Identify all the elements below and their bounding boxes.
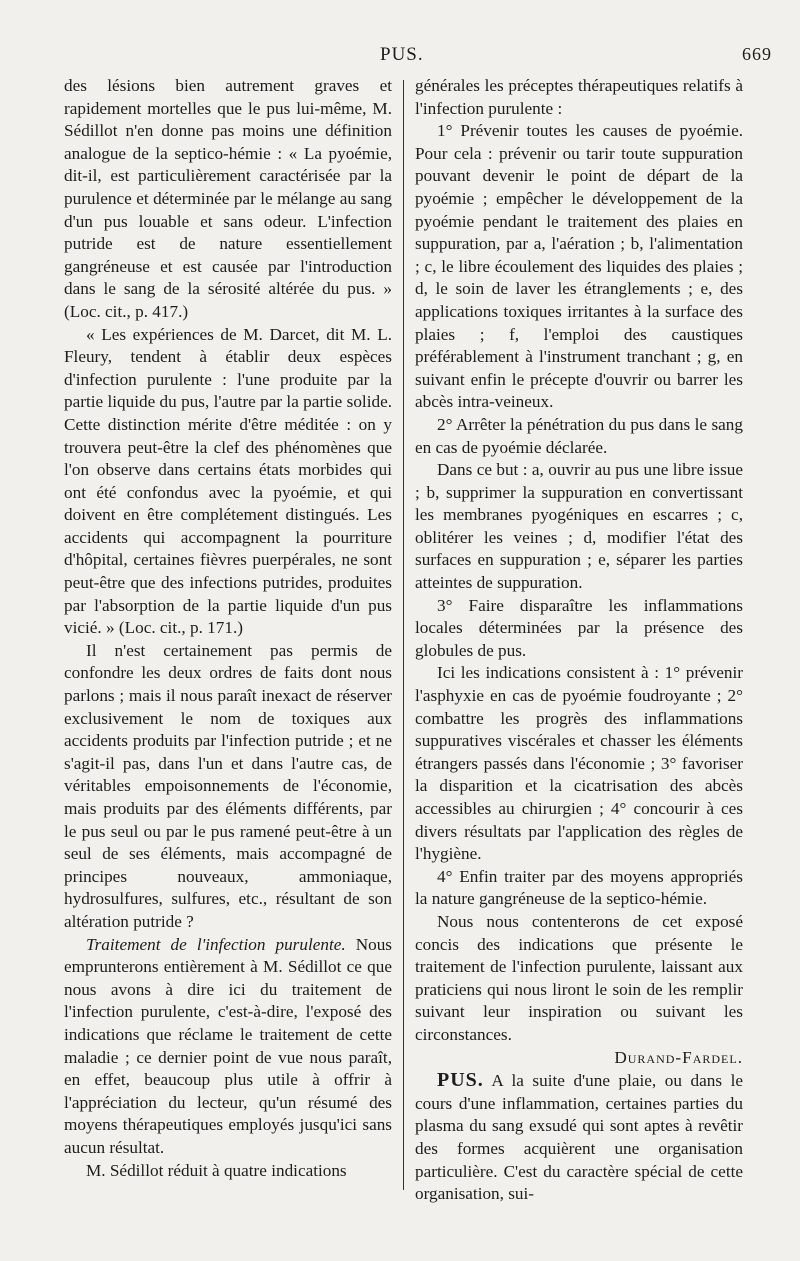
paragraph-text: A la suite d'une plaie, ou dans le cours d'une inflammation, certaines parties du plasma du sang exsudé qui sont aptes à revêtir des formes acquièrent une organisation particulière. C'est du caractère spécial de cette organisation, sui- (415, 1071, 743, 1204)
paragraph-with-title (64, 934, 392, 1160)
paragraph: 4° Enfin traiter par des moyens appropriés la nature gangréneuse de la septico-hémie. (415, 866, 743, 909)
paragraph: Nous nous contenterons de cet exposé concis des indications que présente le traitement de l'infection purulente, laissant aux praticiens qui nous liront le soin de les remplir suivant leur inspiration ou suivant les circonstances. (415, 911, 743, 1044)
paragraph: M. Sédillot réduit à quatre indications (86, 1160, 347, 1180)
paragraph: 2° Arrêter la pénétration du pus dans le sang en cas de pyoémie déclarée. (415, 414, 743, 457)
paragraph: 3° Faire disparaître les inflammations locales déterminées par la présence des globules de pus. (415, 595, 743, 660)
page-header (0, 44, 800, 68)
page-number: 669 (742, 44, 772, 64)
paragraph: Il n'est certainement pas permis de confondre les deux ordres de faits dont nous parlons ; mais il nous paraît inexact de réserver exclusivement le nom de toxiques aux accidents produits par l'infection putride ; et ne s'agit-il pas, dans l'un et dans l'autre cas, de véritables empoisonnements de l'économie, mais produits par des éléments différents, par le pus seul ou par le pus ramené peut-être à un seul de ses éléments, mais accompagné de principes nouveaux, ammoniaque, hydrosulfures, sulfures, etc., résultant de son altération putride ? (64, 640, 392, 931)
entry-paragraph (415, 1069, 743, 1206)
paragraph-text: Nous emprunterons entièrement à M. Sédillot ce que nous avons à dire ici du traitement de l'infection purulente, c'est-à-dire, l'exposé des indications que réclame le traitement de cette maladie ; ce dernier point de vue nous paraît, en effet, beaucoup plus utile à offrir à l'appréciation du lecteur, qu'un résumé des moyens thérapeutiques employés jusqu'ici sans aucun résultat. (64, 934, 392, 1157)
right-column (415, 75, 743, 1206)
paragraph: Dans ce but : a, ouvrir au pus une libre issue ; b, supprimer la suppuration en convertissant les membranes pyogéniques en escarres ; c, oblitérer les veines ; d, modifier l'état des surfaces en suppuration ; e, séparer les parties atteintes de suppuration. (415, 460, 743, 593)
author-signature: Durand-Fardel. (614, 1047, 743, 1067)
paragraph: générales les préceptes thérapeutiques relatifs à l'infection purulente : (415, 76, 743, 118)
column-divider (403, 80, 404, 1190)
entry-headword: PUS. (437, 1069, 484, 1092)
paragraph: Ici les indications consistent à : 1° prévenir l'asphyxie en cas de pyoémie foudroyante ; 2° combattre les progrès des inflammations suppuratives viscérales et chasser les éléments étrangers passés dans l'économie ; 3° favoriser la disparition et la cicatrisation des abcès accessibles au chirurgien ; 4° concourir à ces divers résultats par l'application des règles de l'hygiène. (415, 663, 743, 864)
paragraph: « Les expériences de M. Darcet, dit M. L. Fleury, tendent à établir deux espèces d'infection purulente : l'une produite par la partie liquide du pus, l'autre par la partie solide. Cette distinction mérite d'être méditée : on y trouvera peut-être la clef des phénomènes que l'on observe dans certains états morbides qui ont été confondus avec la pyoémie, et qui doivent en être complétement distingués. Les accidents qui accompagnent la pourriture d'hôpital, certaines fièvres puerpérales, ne sont peut-être que des infections putrides, produites par l'absorption de la partie liquide d'un pus vicié. » (Loc. cit., p. 171.) (64, 324, 392, 638)
paragraph: 1° Prévenir toutes les causes de pyoémie. Pour cela : prévenir ou tarir toute suppuration pouvant devenir le point de départ de la pyoémie ; empêcher le développement de la pyoémie pendant le traitement des plaies en suppuration, par a, l'aération ; b, l'alimentation ; c, le libre écoulement des liquides des plaies ; d, le soin de laver les étranglements ; e, des applications toxiques irritantes à la surface des plaies ; f, l'emploi des caustiques préférablement à l'instrument tranchant ; g, en suivant enfin le précepte d'ouvrir ou barrer les abcès intra-veineux. (415, 121, 743, 412)
paragraph: des lésions bien autrement graves et rapidement mortelles que le pus lui-même, M. Sédillot n'en donne pas moins une définition analogue de la septico-hémie : « La pyoémie, dit-il, est particulièrement caractérisée par la purulence et déterminée par le mélange au sang d'un pus louable et sans odeur. L'infection putride est de nature essentiellement gangréneuse et est causée par l'introduction dans le sang de la sérosité altérée du pus. » (Loc. cit., p. 417.) (64, 76, 392, 321)
running-head: PUS. (380, 44, 424, 65)
left-column (64, 75, 392, 1182)
section-title: Traitement de l'infection purulente. (86, 934, 346, 954)
